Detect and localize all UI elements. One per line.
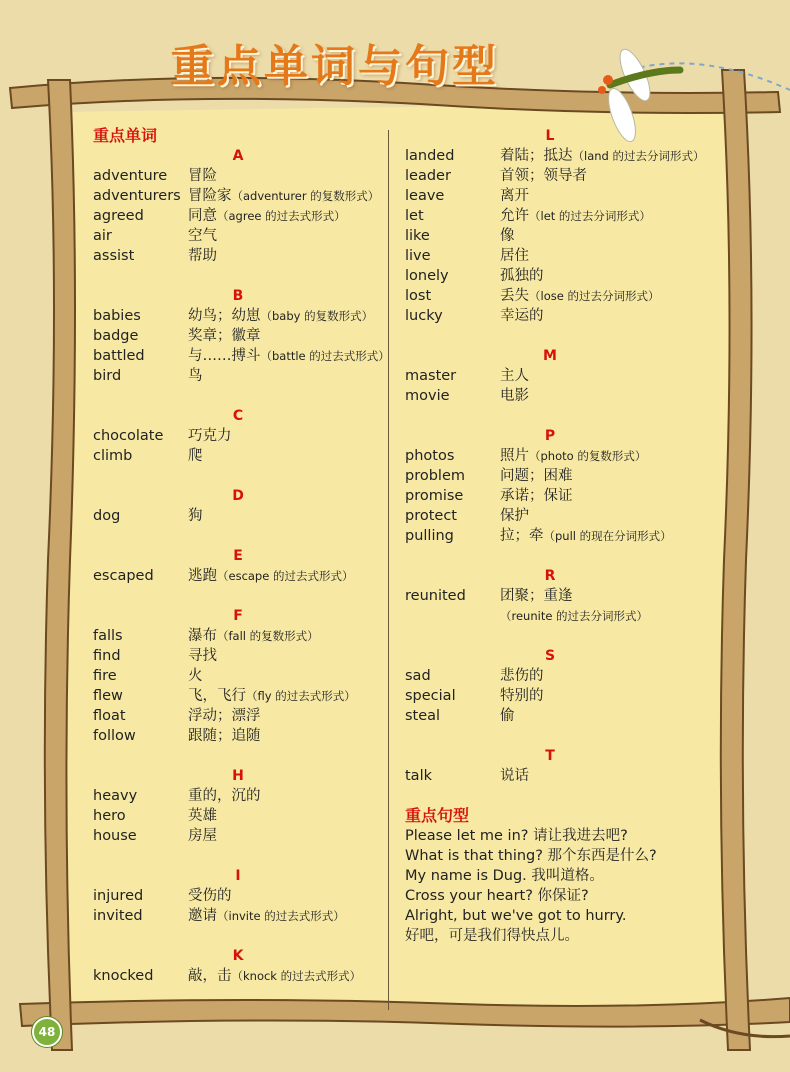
english-word: follow: [93, 728, 136, 744]
group-spacer: [93, 746, 393, 766]
word-note: （lose 的过去分词形式）: [529, 289, 660, 303]
english-word: lonely: [405, 268, 449, 284]
word-entry: [93, 786, 393, 806]
word-entry: [405, 386, 705, 406]
chinese-meaning: 居住: [500, 248, 529, 264]
word-entry: [93, 826, 393, 846]
left-column: [93, 126, 393, 986]
word-entry: [93, 646, 393, 666]
word-note: （land 的过去分词形式）: [572, 149, 705, 163]
english-word: sad: [405, 668, 431, 684]
word-entry: [405, 366, 705, 386]
word-note: （agree 的过去式形式）: [217, 209, 346, 223]
word-entry: [93, 906, 393, 926]
chinese-meaning: 首领；领导者: [500, 168, 587, 184]
letter-heading: F: [233, 608, 243, 624]
chinese-meaning: 像: [500, 228, 515, 244]
group-spacer: [93, 926, 393, 946]
english-word: badge: [93, 328, 139, 344]
word-entry: [93, 306, 393, 326]
word-entry: [405, 186, 705, 206]
chinese-meaning: 拉；牵（pull 的现在分词形式）: [500, 528, 672, 544]
sentences-heading: 重点句型: [405, 806, 470, 825]
chinese-meaning: 敲，击（knock 的过去式形式）: [188, 968, 362, 984]
english-word: live: [405, 248, 431, 264]
letter-heading: I: [235, 868, 241, 884]
word-note: （fall 的复数形式）: [217, 629, 319, 643]
english-word: bird: [93, 368, 122, 384]
chinese-meaning: 邀请（invite 的过去式形式）: [188, 908, 345, 924]
group-spacer: [405, 726, 705, 746]
chinese-meaning: 爬: [188, 448, 203, 464]
word-entry: [405, 686, 705, 706]
word-entry: [93, 366, 393, 386]
english-word: steal: [405, 708, 441, 724]
word-entry: [93, 426, 393, 446]
chinese-meaning: 偷: [500, 708, 515, 724]
english-word: flew: [93, 688, 123, 704]
letter-heading: L: [545, 128, 555, 144]
letter-heading: S: [544, 648, 556, 664]
word-entry: [405, 586, 705, 606]
chinese-meaning: 奖章；徽章: [188, 328, 261, 344]
english-word: hero: [93, 808, 126, 824]
english-word: promise: [405, 488, 464, 504]
english-word: talk: [405, 768, 432, 784]
letter-heading: R: [544, 568, 556, 584]
sentence-list: [405, 826, 705, 946]
word-entry: [93, 446, 393, 466]
word-entry: [93, 706, 393, 726]
word-note: （fly 的过去式形式）: [246, 689, 356, 703]
word-entry: [93, 666, 393, 686]
word-note: （battle 的过去式形式）: [260, 349, 390, 363]
chinese-meaning: 重的，沉的: [188, 788, 261, 804]
english-word: knocked: [93, 968, 154, 984]
english-word: air: [93, 228, 112, 244]
chinese-meaning: 与……搏斗（battle 的过去式形式）: [188, 348, 390, 364]
word-entry: [93, 186, 393, 206]
word-entry: [93, 326, 393, 346]
group-spacer: [405, 326, 705, 346]
english-word: master: [405, 368, 457, 384]
english-word: float: [93, 708, 126, 724]
chinese-meaning: 冒险: [188, 168, 217, 184]
chinese-meaning: 浮动；漂浮: [188, 708, 261, 724]
chinese-meaning: 团聚；重逢: [500, 588, 573, 604]
word-entry: [405, 486, 705, 506]
chinese-meaning: 允许（let 的过去分词形式）: [500, 208, 651, 224]
english-word: falls: [93, 628, 123, 644]
letter-heading: K: [232, 948, 244, 964]
english-word: agreed: [93, 208, 144, 224]
chinese-meaning: 鸟: [188, 368, 203, 384]
english-word: photos: [405, 448, 455, 464]
word-note: （photo 的复数形式）: [529, 449, 647, 463]
word-entry: [405, 706, 705, 726]
sentence-line: My name is Dug. 我叫道格。: [405, 868, 604, 884]
english-word: leader: [405, 168, 451, 184]
group-spacer: [405, 546, 705, 566]
word-note: （baby 的复数形式）: [260, 309, 374, 323]
chinese-meaning: 说话: [500, 768, 529, 784]
word-entry: [93, 566, 393, 586]
chinese-meaning: 火: [188, 668, 203, 684]
english-word: reunited: [405, 588, 466, 604]
chinese-meaning: 空气: [188, 228, 217, 244]
page-title: 重点单词与句型: [170, 41, 499, 92]
english-word: lost: [405, 288, 432, 304]
chinese-meaning: 瀑布（fall 的复数形式）: [188, 628, 319, 644]
english-word: heavy: [93, 788, 138, 804]
chinese-meaning: 受伤的: [188, 888, 232, 904]
word-entry: [405, 146, 705, 166]
chinese-meaning: [500, 606, 648, 626]
english-word: find: [93, 648, 121, 664]
word-note: （pull 的现在分词形式）: [543, 529, 672, 543]
letter-heading: H: [232, 768, 244, 784]
sentence-line: 好吧，可是我们得快点儿。: [405, 928, 579, 944]
chinese-meaning: 幼鸟；幼崽（baby 的复数形式）: [188, 308, 374, 324]
english-word: battled: [93, 348, 145, 364]
chinese-meaning: 特别的: [500, 688, 544, 704]
right-word-groups: [405, 126, 705, 786]
chinese-meaning: 丢失（lose 的过去分词形式）: [500, 288, 660, 304]
word-entry: [405, 446, 705, 466]
chinese-meaning: 主人: [500, 368, 529, 384]
word-entry: [405, 506, 705, 526]
chinese-meaning: 冒险家（adventurer 的复数形式）: [188, 188, 380, 204]
chinese-meaning: 房屋: [188, 828, 217, 844]
letter-heading: M: [543, 348, 557, 364]
english-word: lucky: [405, 308, 443, 324]
english-word: pulling: [405, 528, 454, 544]
word-note: （adventurer 的复数形式）: [231, 189, 380, 203]
word-note: （knock 的过去式形式）: [231, 969, 362, 983]
word-entry: [93, 246, 393, 266]
sentence-line: Please let me in? 请让我进去吧?: [405, 828, 628, 844]
english-word: assist: [93, 248, 135, 264]
english-word: escaped: [93, 568, 154, 584]
right-column: [405, 126, 705, 946]
group-spacer: [93, 386, 393, 406]
word-entry: [93, 806, 393, 826]
english-word: invited: [93, 908, 143, 924]
english-word: dog: [93, 508, 121, 524]
word-entry: [93, 506, 393, 526]
word-note: （invite 的过去式形式）: [217, 909, 345, 923]
chinese-meaning: 电影: [500, 388, 529, 404]
letter-heading: C: [232, 408, 244, 424]
word-entry: [405, 206, 705, 226]
letter-heading: B: [232, 288, 244, 304]
word-entry: [93, 226, 393, 246]
word-entry: [93, 686, 393, 706]
letter-heading: A: [232, 148, 244, 164]
page-number-badge: 48: [32, 1017, 62, 1047]
chinese-meaning: 着陆；抵达（land 的过去分词形式）: [500, 148, 705, 164]
word-entry: [405, 526, 705, 546]
english-word: let: [405, 208, 424, 224]
english-word: movie: [405, 388, 450, 404]
word-entry: [93, 206, 393, 226]
group-spacer: [93, 466, 393, 486]
english-word: injured: [93, 888, 144, 904]
word-entry: [93, 726, 393, 746]
chinese-meaning: 问题；困难: [500, 468, 573, 484]
english-word: like: [405, 228, 430, 244]
group-spacer: [93, 846, 393, 866]
english-word: adventure: [93, 168, 168, 184]
word-entry: [405, 286, 705, 306]
group-spacer: [405, 626, 705, 646]
english-word: chocolate: [93, 428, 164, 444]
word-entry: [93, 346, 393, 366]
english-word: climb: [93, 448, 133, 464]
english-word: house: [93, 828, 137, 844]
sentence-line: Alright, but we've got to hurry.: [405, 908, 627, 924]
group-spacer: [93, 526, 393, 546]
chinese-meaning: 英雄: [188, 808, 217, 824]
english-word: problem: [405, 468, 465, 484]
word-entry: [93, 966, 393, 986]
chinese-meaning: 孤独的: [500, 268, 544, 284]
group-spacer: [93, 586, 393, 606]
chinese-meaning: 同意（agree 的过去式形式）: [188, 208, 346, 224]
letter-heading: E: [233, 548, 243, 564]
english-word: landed: [405, 148, 455, 164]
chinese-meaning: 承诺；保证: [500, 488, 573, 504]
left-word-groups: [93, 146, 393, 986]
word-note: （reunite 的过去分词形式）: [500, 609, 649, 623]
chinese-meaning: 离开: [500, 188, 529, 204]
sentence-line: What is that thing? 那个东西是什么?: [405, 848, 657, 864]
english-word: special: [405, 688, 456, 704]
english-word: protect: [405, 508, 457, 524]
chinese-meaning: 跟随；追随: [188, 728, 261, 744]
vocab-heading: 重点单词: [93, 126, 158, 145]
word-entry: [405, 226, 705, 246]
chinese-meaning: 飞，飞行（fly 的过去式形式）: [188, 688, 356, 704]
group-spacer: [405, 406, 705, 426]
word-entry: [93, 626, 393, 646]
chinese-meaning: 狗: [188, 508, 203, 524]
chinese-meaning: 幸运的: [500, 308, 544, 324]
english-word: leave: [405, 188, 445, 204]
chinese-meaning: 照片（photo 的复数形式）: [500, 448, 647, 464]
word-entry: [93, 166, 393, 186]
word-entry: [405, 766, 705, 786]
group-spacer: [93, 266, 393, 286]
word-entry: [405, 266, 705, 286]
english-word: babies: [93, 308, 141, 324]
sentence-line: Cross your heart? 你保证?: [405, 888, 589, 904]
chinese-meaning: 逃跑（escape 的过去式形式）: [188, 568, 354, 584]
letter-heading: T: [545, 748, 555, 764]
word-entry: [405, 666, 705, 686]
letter-heading: D: [232, 488, 244, 504]
chinese-meaning: 悲伤的: [500, 668, 544, 684]
chinese-meaning: 巧克力: [188, 428, 232, 444]
chinese-meaning: 寻找: [188, 648, 217, 664]
word-note: （let 的过去分词形式）: [529, 209, 651, 223]
english-word: adventurers: [93, 188, 181, 204]
word-entry: [405, 166, 705, 186]
word-entry: [405, 606, 705, 626]
letter-heading: P: [544, 428, 556, 444]
english-word: fire: [93, 668, 117, 684]
chinese-meaning: 帮助: [188, 248, 217, 264]
chinese-meaning: 保护: [500, 508, 529, 524]
word-note: （escape 的过去式形式）: [217, 569, 354, 583]
word-entry: [405, 466, 705, 486]
word-entry: [405, 306, 705, 326]
word-entry: [405, 246, 705, 266]
word-entry: [93, 886, 393, 906]
